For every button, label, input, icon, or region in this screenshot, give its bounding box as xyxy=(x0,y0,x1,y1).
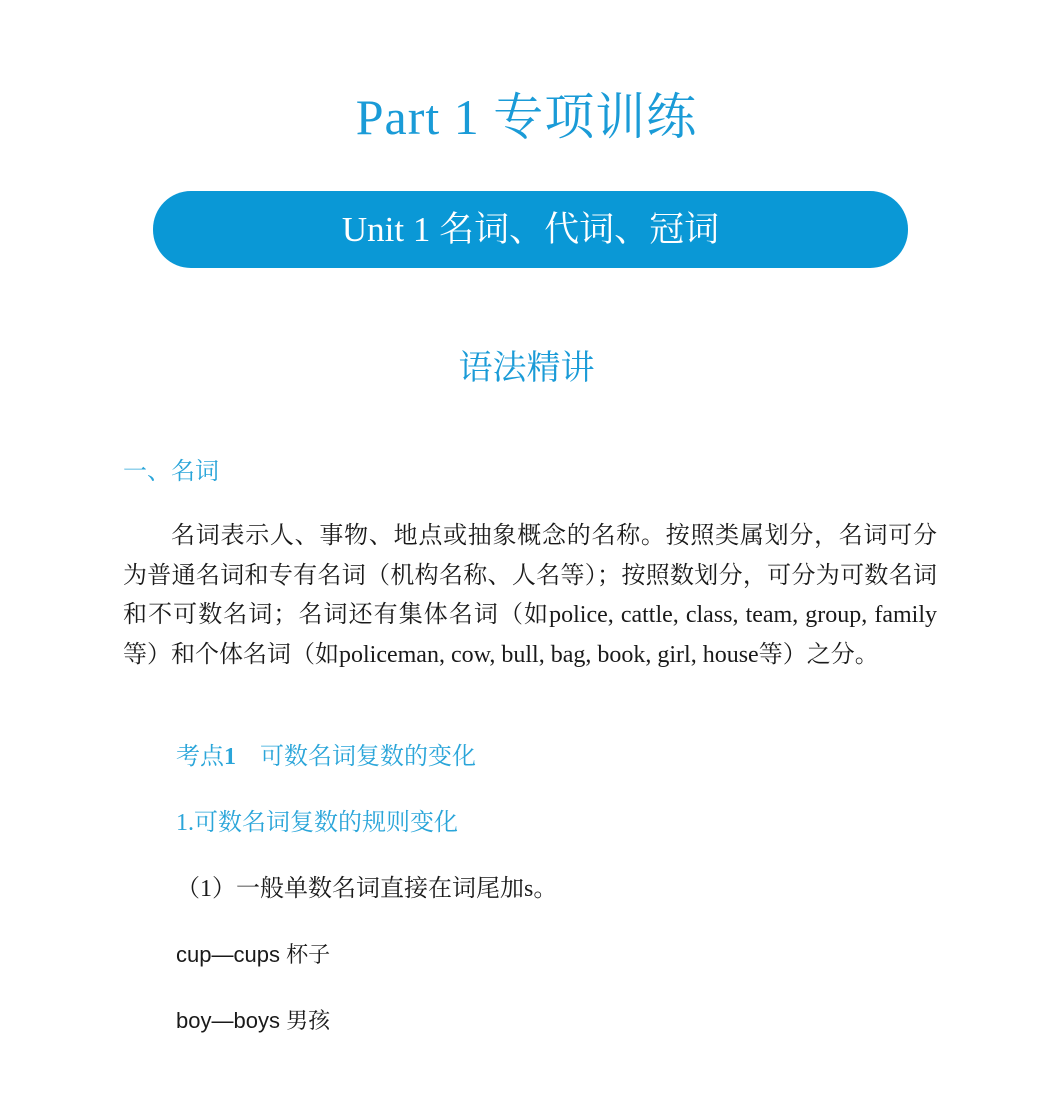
example-line xyxy=(176,1004,330,1039)
point-label: 考点 xyxy=(176,744,224,770)
point-title: 可数名词复数的变化 xyxy=(260,744,476,770)
rule-item: （1）一般单数名词直接在词尾加s。 xyxy=(176,876,558,902)
example-line xyxy=(176,938,330,973)
example-meaning: 男孩 xyxy=(286,1009,331,1034)
subheading-nouns: 一、名词 xyxy=(123,459,219,485)
rule-heading: 1.可数名词复数的规则变化 xyxy=(176,810,458,836)
unit-banner: Unit 1 名词、代词、冠词 xyxy=(153,191,908,268)
body-paragraph: 名词表示人、事物、地点或抽象概念的名称。按照类属划分，名词可分为普通名词和专有名词（机构名称、人名等）；按照数划分，可分为可数名词和不可数名词；名词还有集体名词（如police, cattle, class, team, group, family等）和个体名词（如policeman, cow, bull, bag, book, girl, house等）之分。 xyxy=(123,523,937,668)
example-word: cup—cups xyxy=(176,942,280,967)
page-title: Part 1 专项训练 xyxy=(355,89,698,145)
point-heading xyxy=(176,740,476,774)
example-word: boy—boys xyxy=(176,1008,280,1033)
example-meaning: 杯子 xyxy=(286,943,331,968)
section-heading: 语法精讲 xyxy=(458,350,595,387)
point-number: 1 xyxy=(224,744,236,770)
